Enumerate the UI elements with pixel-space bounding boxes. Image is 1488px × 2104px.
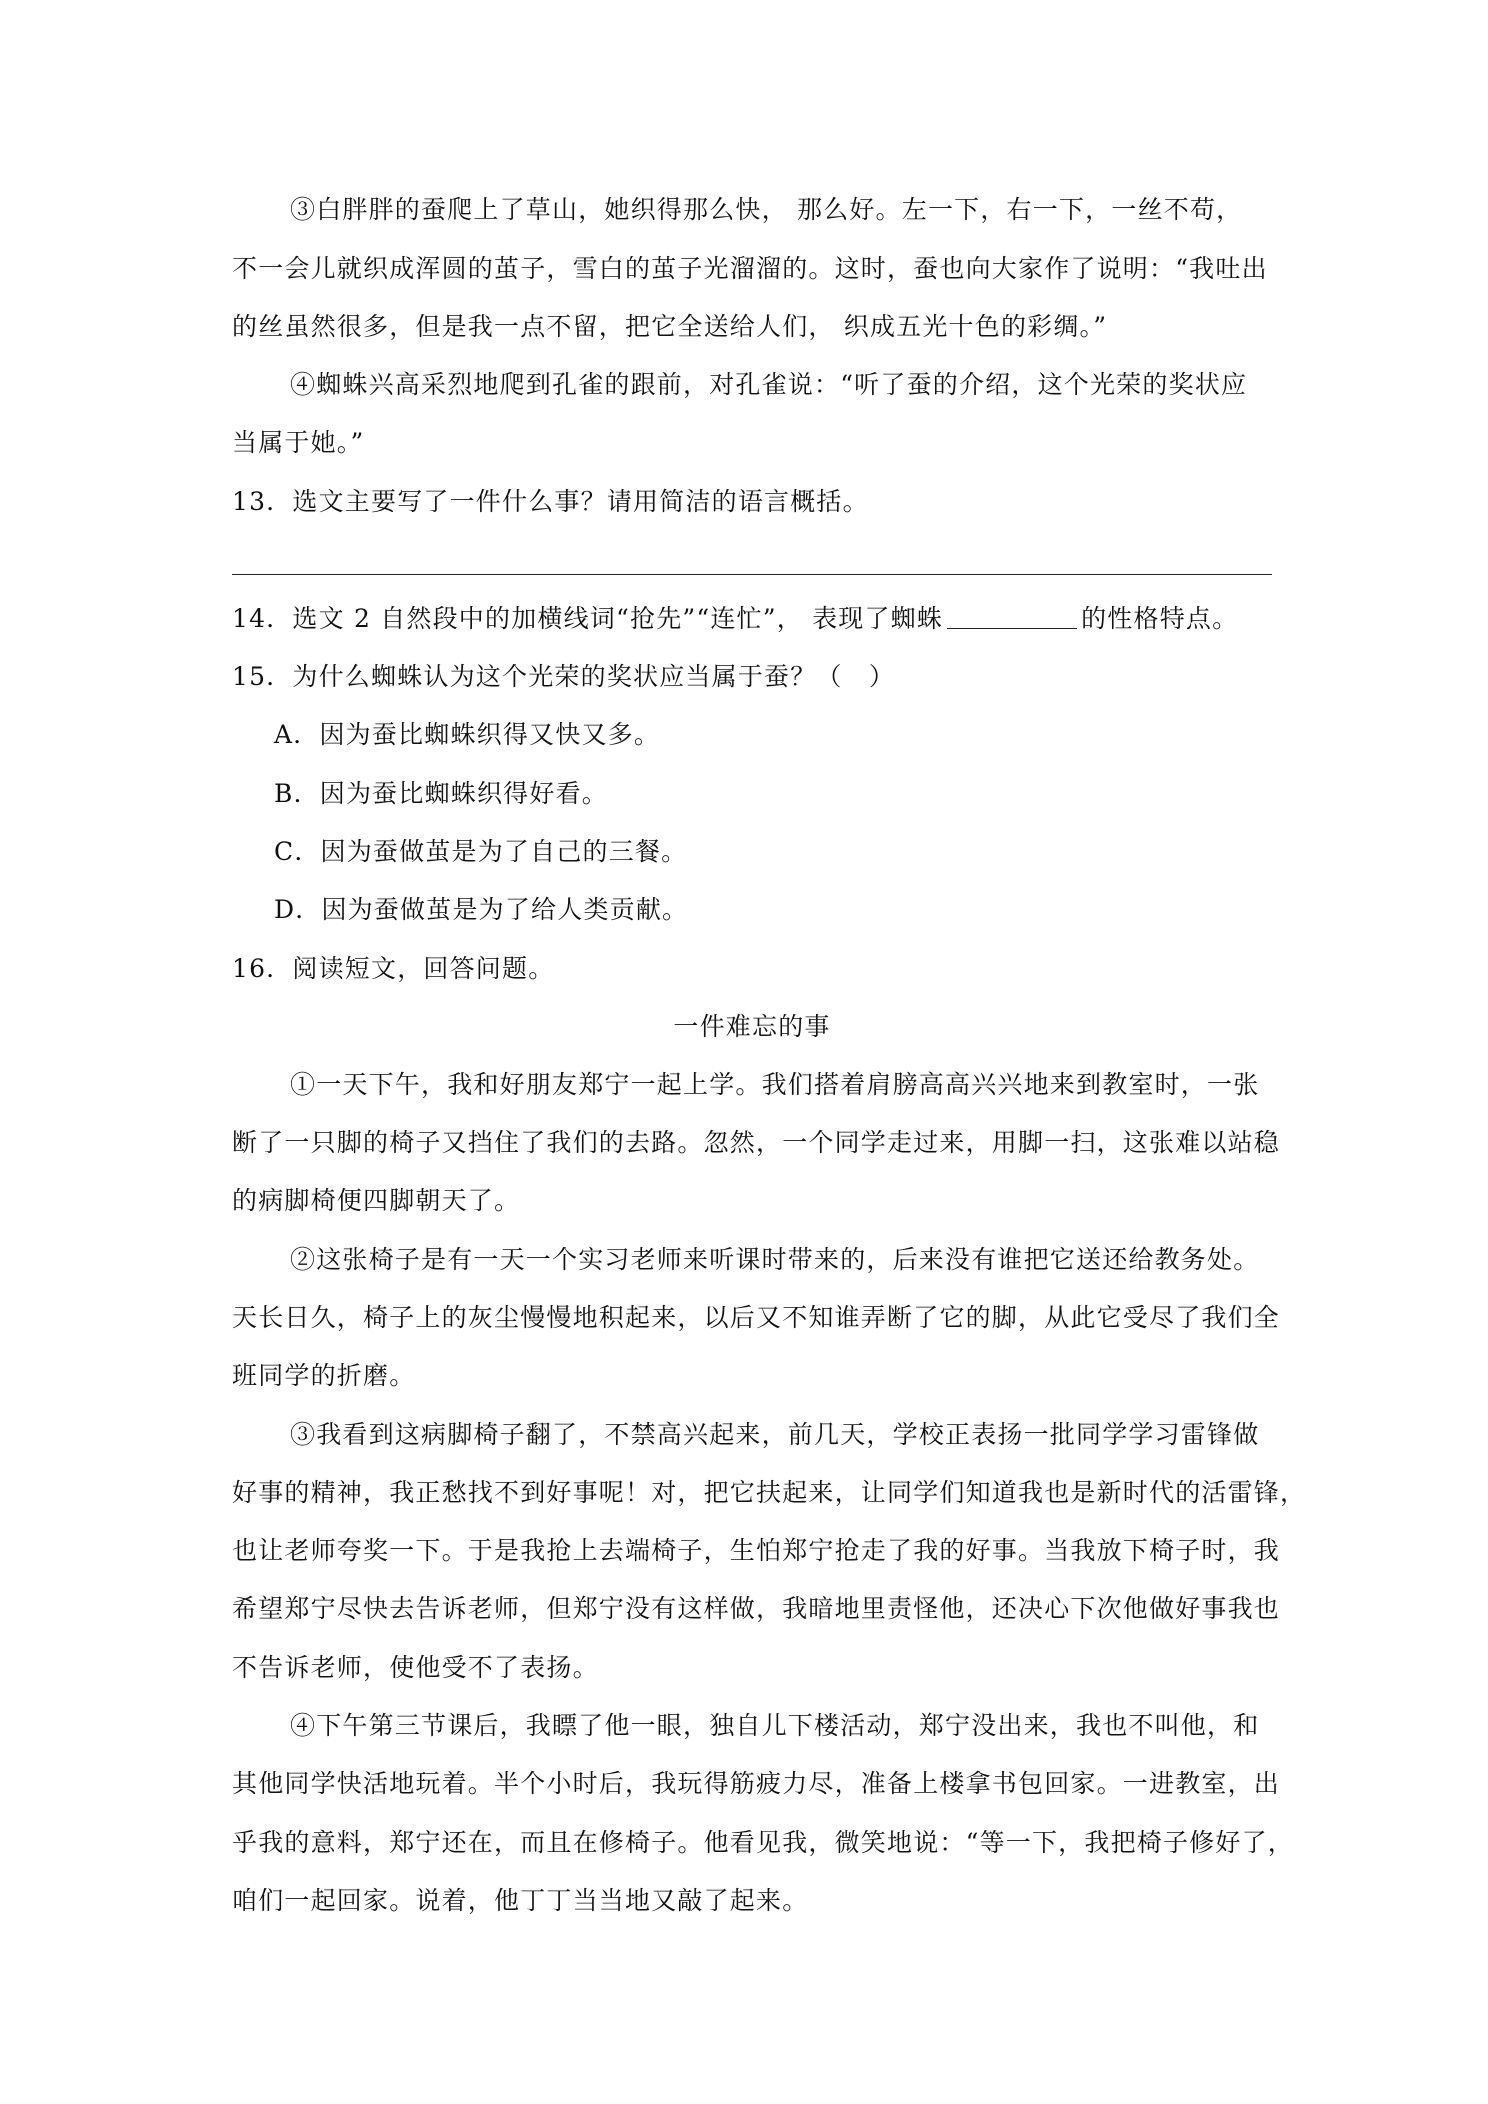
question-14-text: 14．选文 2 自然段中的加横线词“抢先”“连忙”， 表现了蜘蛛 [232, 604, 944, 633]
passage2-para3-line5: 不告诉老师，使他受不了表扬。 [232, 1653, 599, 1682]
passage2-title: 一件难忘的事 [673, 1012, 831, 1041]
question-15: 15．为什么蜘蛛认为这个光荣的奖状应当属于蚕？（ ） [232, 662, 896, 691]
passage2-para4-line2: 其他同学快活地玩着。半个小时后，我玩得筋疲力尽，准备上楼拿书包回家。一进教室，出 [232, 1769, 1281, 1798]
passage2-para1-line1: ①一天下午，我和好朋友郑宁一起上学。我们搭着肩膀高高兴兴地来到教室时，一张 [290, 1070, 1260, 1099]
passage2-para1-line2: 断了一只脚的椅子又挡住了我们的去路。忽然，一个同学走过来，用脚一扫，这张难以站稳 [232, 1128, 1281, 1157]
passage2-para3-line2: 好事的精神，我正愁找不到好事呢！对，把它扶起来，让同学们知道我也是新时代的活雷锋， [232, 1478, 1307, 1507]
passage2-para4-line3: 乎我的意料，郑宁还在，而且在修椅子。他看见我，微笑地说：“等一下，我把椅子修好了， [232, 1828, 1294, 1857]
passage2-para1-line3: 的病脚椅便四脚朝天了。 [232, 1186, 521, 1215]
answer-blank-14[interactable] [947, 604, 1077, 629]
question-16: 16．阅读短文，回答问题。 [232, 954, 555, 983]
passage2-para4-line4: 咱们一起回家。说着，他丁丁当当地又敲了起来。 [232, 1886, 809, 1915]
option-a[interactable]: A．因为蚕比蜘蛛织得又快又多。 [274, 720, 661, 749]
option-c[interactable]: C．因为蚕做茧是为了自己的三餐。 [274, 837, 688, 866]
question-13: 13．选文主要写了一件什么事？请用简洁的语言概括。 [232, 487, 869, 516]
passage2-para2-line1: ②这张椅子是有一天一个实习老师来听课时带来的，后来没有谁把它送还给教务处。 [290, 1245, 1260, 1274]
passage2-para3-line4: 希望郑宁尽快去告诉老师，但郑宁没有这样做，我暗地里责怪他，还决心下次他做好事我也 [232, 1594, 1281, 1623]
passage2-para4-line1: ④下午第三节课后，我瞟了他一眼，独自儿下楼活动，郑宁没出来，我也不叫他，和 [290, 1711, 1260, 1740]
passage2-para2-line3: 班同学的折磨。 [232, 1361, 416, 1390]
passage2-para3-line3: 也让老师夸奖一下。于是我抢上去端椅子，生怕郑宁抢走了我的好事。当我放下椅子时，我 [232, 1536, 1281, 1565]
passage1-para4-line1: ④蜘蛛兴高采烈地爬到孔雀的跟前，对孔雀说：“听了蚕的介绍，这个光荣的奖状应 [290, 370, 1248, 399]
question-14-text-end: 的性格特点。 [1081, 604, 1239, 633]
passage1-para3-line2: 不一会儿就织成浑圆的茧子，雪白的茧子光溜溜的。这时，蚕也向大家作了说明：“我吐出 [232, 254, 1268, 283]
passage2-para2-line2: 天长日久，椅子上的灰尘慢慢地积起来，以后又不知谁弄断了它的脚，从此它受尽了我们全 [232, 1303, 1281, 1332]
passage2-para3-line1: ③我看到这病脚椅子翻了，不禁高兴起来，前几天，学校正表扬一批同学学习雷锋做 [290, 1420, 1260, 1449]
answer-line-13[interactable] [232, 574, 1272, 575]
passage1-para4-line2: 当属于她。” [232, 428, 365, 457]
option-b[interactable]: B．因为蚕比蜘蛛织得好看。 [274, 779, 608, 808]
question-14 [232, 604, 1272, 634]
passage1-para3-line3: 的丝虽然很多，但是我一点不留，把它全送给人们， 织成五光十色的彩绸。” [232, 312, 1108, 341]
option-d[interactable]: D．因为蚕做茧是为了给人类贡献。 [274, 895, 689, 924]
passage1-para3-line1: ③白胖胖的蚕爬上了草山，她织得那么快， 那么好。左一下，右一下，一丝不苟， [290, 195, 1243, 224]
